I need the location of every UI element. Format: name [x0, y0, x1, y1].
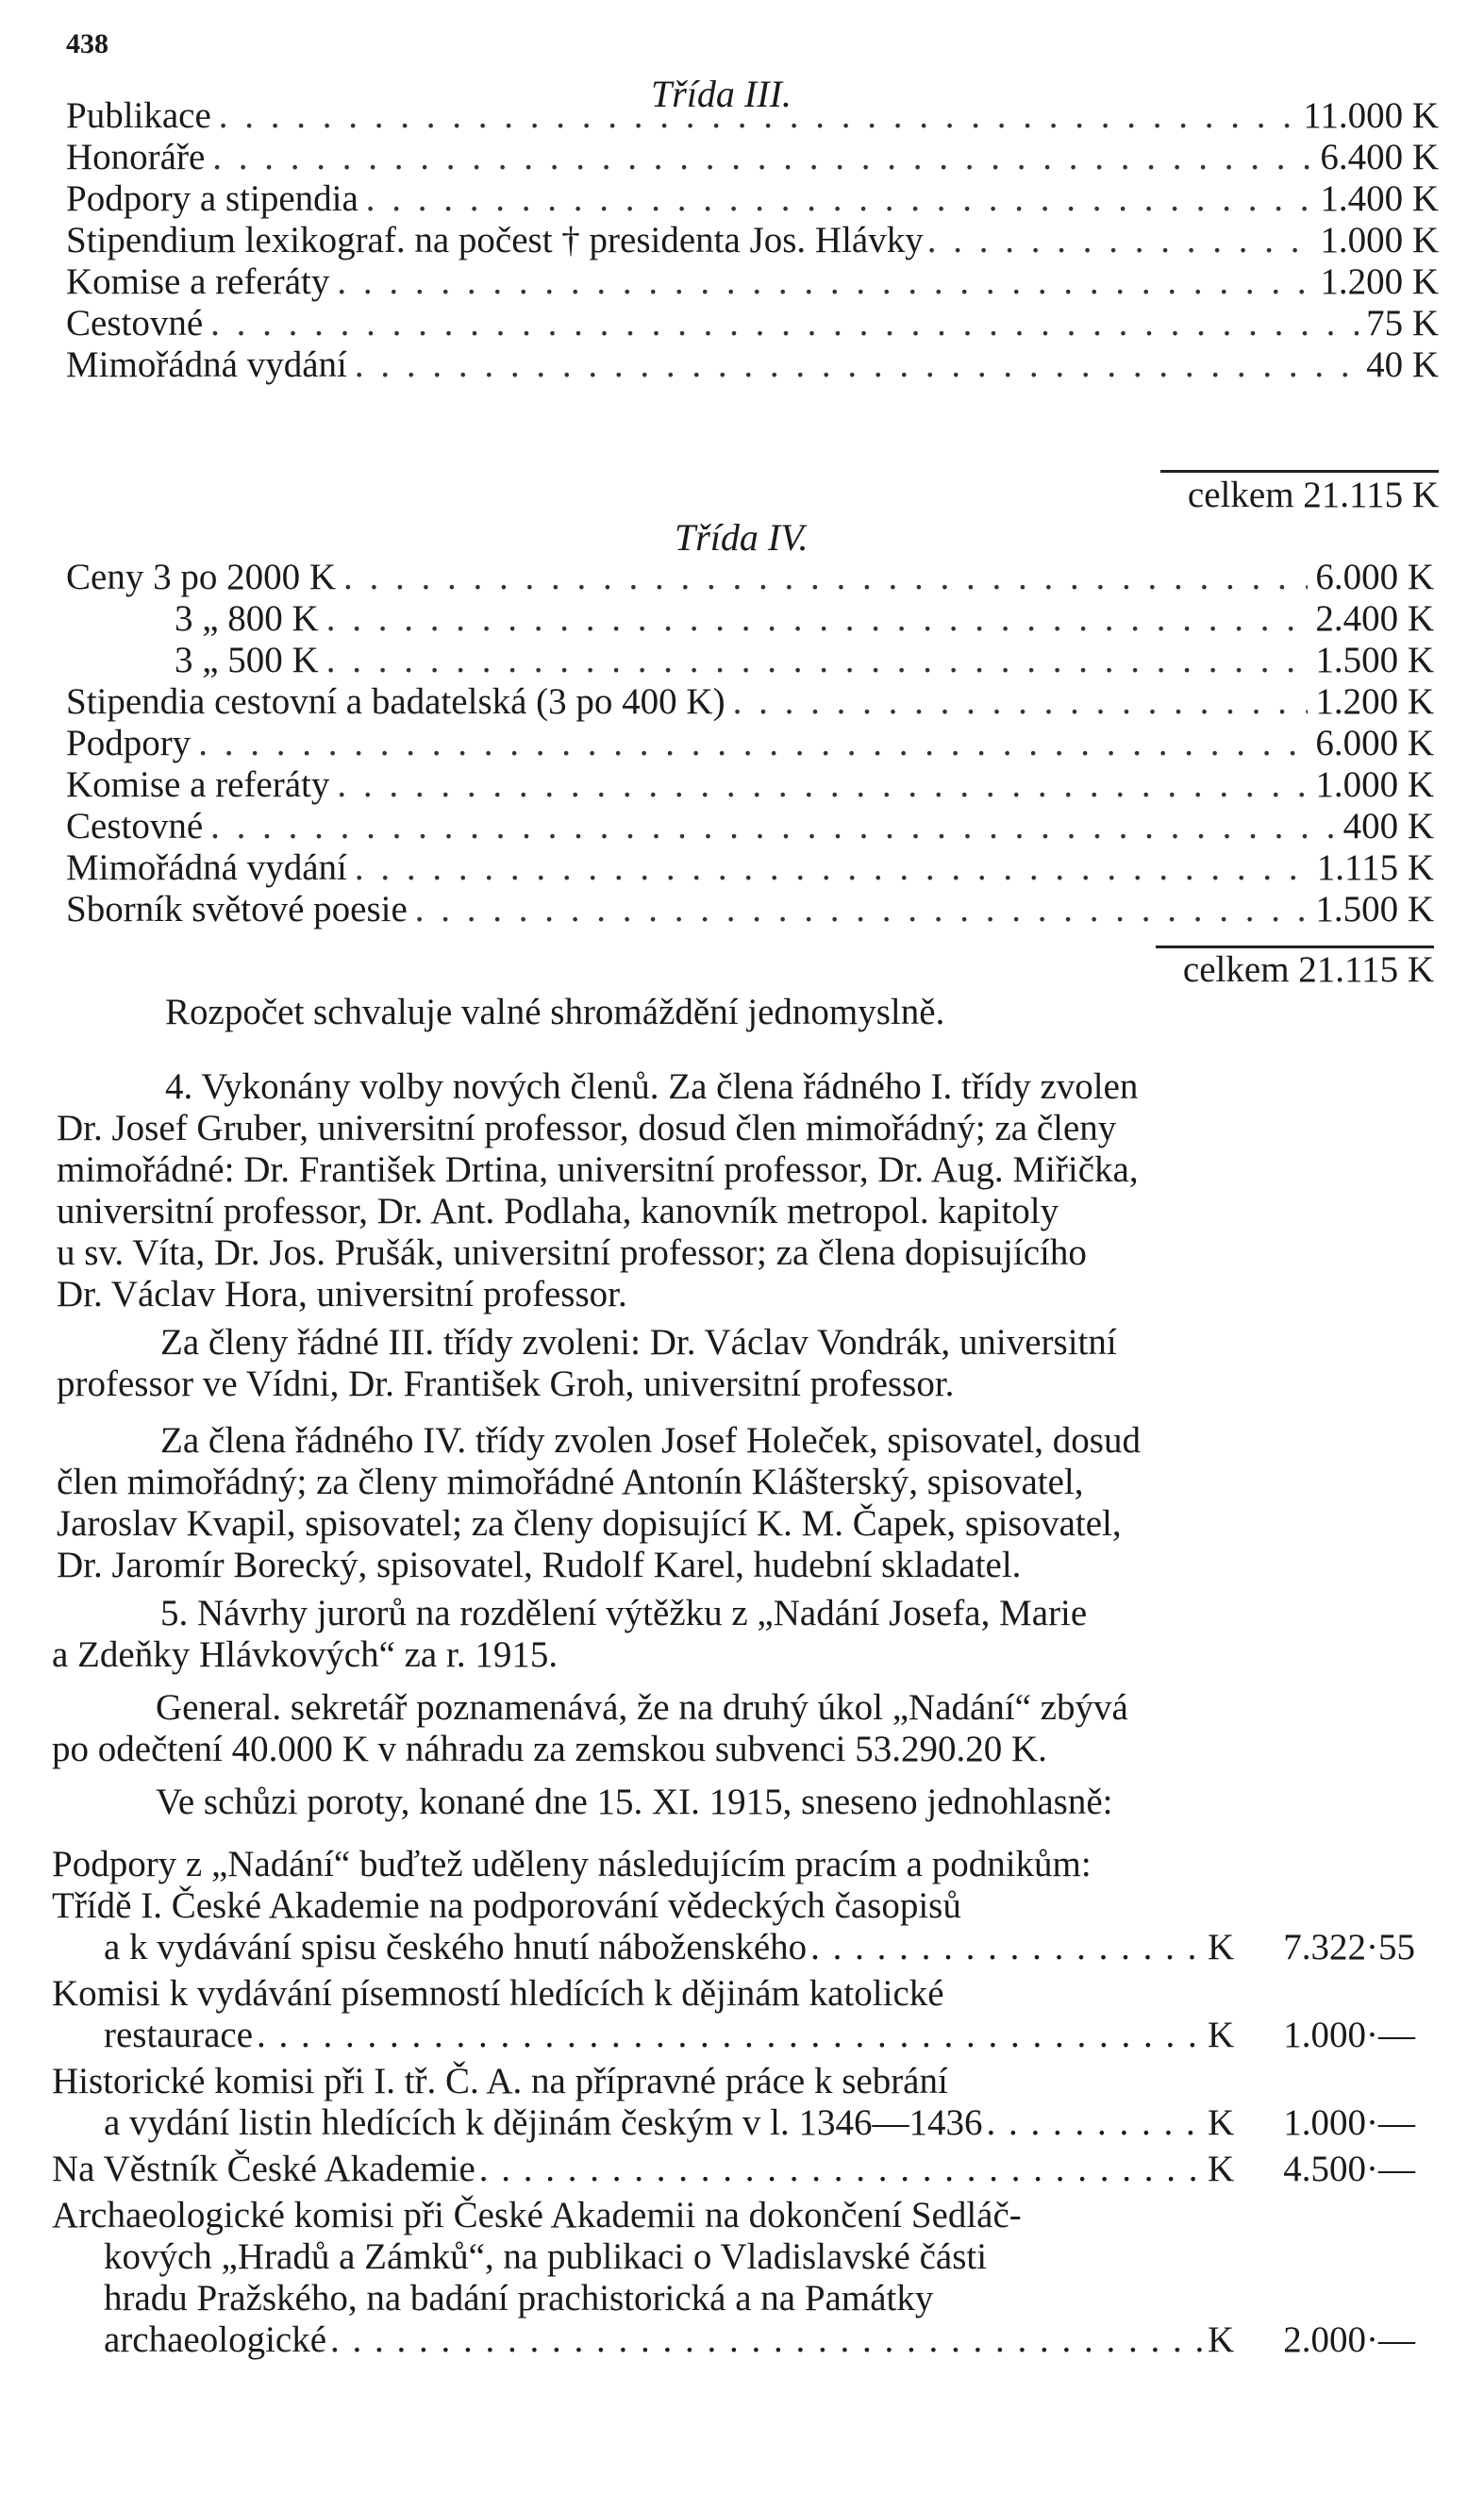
class4-row — [66, 849, 1434, 891]
row-label: Komise a referáty — [66, 764, 330, 805]
members-line: Dr. Jaromír Borecký, spisovatel, Rudolf Karel, hudební skladatel. — [57, 1545, 1022, 1585]
grant-label: archaeologické — [104, 2319, 327, 2360]
grant-line: hradu Pražského, na badání prachistorická a na Památky — [104, 2278, 934, 2318]
members-line: Jaroslav Kvapil, spisovatel; za členy dopisující K. M. Čapek, spisovatel, — [57, 1503, 1122, 1544]
grant-row — [104, 1929, 1415, 1970]
section4-line: universitní professor, Dr. Ant. Podlaha, kanovník metropol. kapitoly — [57, 1191, 1059, 1231]
sum-rule — [1160, 470, 1439, 473]
class4-row — [66, 766, 1434, 808]
row-amount: 75 K — [1366, 303, 1439, 343]
class3-row — [66, 305, 1439, 346]
row-amount: 1.500 K — [1315, 640, 1434, 680]
grants-intro: Podpory z „Nadání“ buďtež uděleny následujícím pracím a podnikům: — [52, 1844, 1092, 1884]
row-amount: 6.000 K — [1315, 723, 1434, 763]
row-label: Mimořádná vydání — [66, 344, 347, 385]
row-amount: 1.000 K — [1320, 220, 1439, 260]
row-label: Publikace — [66, 95, 211, 136]
row-label: 3 „ 800 K — [175, 598, 319, 639]
row-amount: 1.200 K — [1315, 681, 1434, 722]
row-amount: 1.200 K — [1320, 261, 1439, 302]
row-amount: 6.000 K — [1315, 557, 1434, 597]
grant-label: a k vydávání spisu českého hnutí náboženského — [104, 1927, 808, 1967]
class4-row — [66, 808, 1434, 849]
class3-row — [66, 346, 1439, 388]
grant-amount: 2.000·— — [1283, 2319, 1415, 2360]
section5-line: 5. Návrhy jurorů na rozdělení výtěžku z „Nadání Josefa, Marie — [160, 1593, 1088, 1633]
grant-row — [104, 2321, 1415, 2363]
grant-line: kových „Hradů a Zámků“, na publikaci o Vladislavské části — [104, 2236, 988, 2277]
page-number: 438 — [66, 28, 108, 59]
grant-currency: K — [1208, 2015, 1235, 2055]
row-amount: 40 K — [1366, 344, 1439, 385]
budget-note: Rozpočet schvaluje valné shromáždění jednomyslně. — [165, 992, 945, 1032]
section4-line: Dr. Václav Hora, universitní professor. — [57, 1274, 627, 1314]
row-amount: 1.400 K — [1320, 178, 1439, 219]
grant-line: Komisi k vydávání písemností hledících k dějinám katolické — [52, 1973, 944, 2014]
grant-row — [52, 2151, 1415, 2192]
secretary-line: po odečtení 40.000 K v náhradu za zemskou subvenci 53.290.20 K. — [52, 1729, 1047, 1769]
row-label: Podpory — [66, 723, 192, 763]
section4-line: u sv. Víta, Dr. Jos. Prušák, universitní professor; za člena dopisujícího — [57, 1232, 1087, 1273]
row-label: Stipendium lexikograf. na počest † presidenta Jos. Hlávky — [66, 220, 924, 260]
row-label: Sborník světové poesie — [66, 889, 408, 929]
row-amount: 1.500 K — [1315, 889, 1434, 929]
row-label: Ceny 3 po 2000 K — [66, 557, 336, 597]
grant-currency: K — [1208, 2102, 1235, 2143]
grant-label: restaurace — [104, 2015, 254, 2055]
class4-row — [66, 683, 1434, 725]
grant-amount: 4.500·— — [1283, 2149, 1415, 2189]
class3-row — [66, 97, 1439, 139]
grant-amount: 1.000·— — [1283, 2015, 1415, 2055]
row-label: Cestovné — [66, 806, 204, 846]
grant-amount: 1.000·— — [1283, 2102, 1415, 2143]
meeting-line: Ve schůzi poroty, konané dne 15. XI. 1915, sneseno jednohlasně: — [156, 1782, 1113, 1822]
members-line: Za členy řádné III. třídy zvoleni: Dr. Václav Vondrák, universitní — [160, 1322, 1117, 1363]
row-label: Honoráře — [66, 137, 206, 177]
grant-line: Historické komisi při I. tř. Č. A. na přípravné práce k sebrání — [52, 2061, 948, 2101]
row-amount: 400 K — [1342, 806, 1434, 846]
row-amount: 6.400 K — [1320, 137, 1439, 177]
members-line: professor ve Vídni, Dr. František Groh, universitní professor. — [57, 1364, 955, 1404]
class3-total: celkem 21.115 K — [1187, 475, 1439, 515]
row-label: Stipendia cestovní a badatelská (3 po 400 K) — [66, 681, 725, 722]
sum-rule — [1156, 946, 1434, 948]
grant-currency: K — [1208, 2319, 1235, 2360]
row-label: 3 „ 500 K — [175, 640, 319, 680]
grant-currency: K — [1208, 2149, 1235, 2189]
class3-row — [66, 263, 1439, 305]
class4-total: celkem 21.115 K — [1182, 949, 1434, 990]
row-label: Komise a referáty — [66, 261, 330, 302]
grant-label: a vydání listin hledících k dějinám českým v l. 1346—1436 — [104, 2102, 983, 2143]
class4-heading: Třída IV. — [675, 516, 809, 559]
members-line: člen mimořádný; za členy mimořádné Antonín Klášterský, spisovatel, — [57, 1462, 1084, 1502]
class3-heading: Třída III. — [651, 73, 792, 115]
class4-row — [175, 642, 1434, 683]
grant-amount: 7.322·55 — [1283, 1927, 1415, 1967]
row-label: Podpory a stipendia — [66, 178, 358, 219]
grant-label: Na Věstník České Akademie — [52, 2149, 475, 2189]
class3-row — [66, 180, 1439, 222]
row-amount: 1.115 K — [1316, 847, 1434, 888]
row-amount: 1.000 K — [1315, 764, 1434, 805]
section4-line: 4. Vykonány volby nových členů. Za člena řádného I. třídy zvolen — [165, 1066, 1139, 1107]
grant-line: Třídě I. České Akademie na podporování vědeckých časopisů — [52, 1885, 961, 1926]
class4-row — [175, 600, 1434, 642]
grant-currency: K — [1208, 1927, 1235, 1967]
row-amount: 11.000 K — [1303, 95, 1439, 136]
section5-line: a Zdeňky Hlávkových“ za r. 1915. — [52, 1634, 559, 1675]
grant-row — [104, 2017, 1415, 2058]
members-line: Za člena řádného IV. třídy zvolen Josef Holeček, spisovatel, dosud — [160, 1420, 1141, 1461]
row-amount: 2.400 K — [1315, 598, 1434, 639]
class4-row — [66, 725, 1434, 766]
grant-row — [104, 2104, 1415, 2146]
class3-row — [66, 139, 1439, 180]
class4-row — [66, 559, 1434, 600]
grant-line: Archaeologické komisi při České Akademii na dokončení Sedláč- — [52, 2195, 1022, 2235]
secretary-line: General. sekretář poznamenává, že na druhý úkol „Nadání“ zbývá — [156, 1687, 1128, 1728]
section4-line: mimořádné: Dr. František Drtina, universitní professor, Dr. Aug. Miřička, — [57, 1149, 1139, 1190]
row-label: Cestovné — [66, 303, 204, 343]
class3-row — [66, 222, 1439, 263]
class4-row — [66, 891, 1434, 932]
row-label: Mimořádná vydání — [66, 847, 347, 888]
section4-line: Dr. Josef Gruber, universitní professor, dosud člen mimořádný; za členy — [57, 1108, 1117, 1148]
